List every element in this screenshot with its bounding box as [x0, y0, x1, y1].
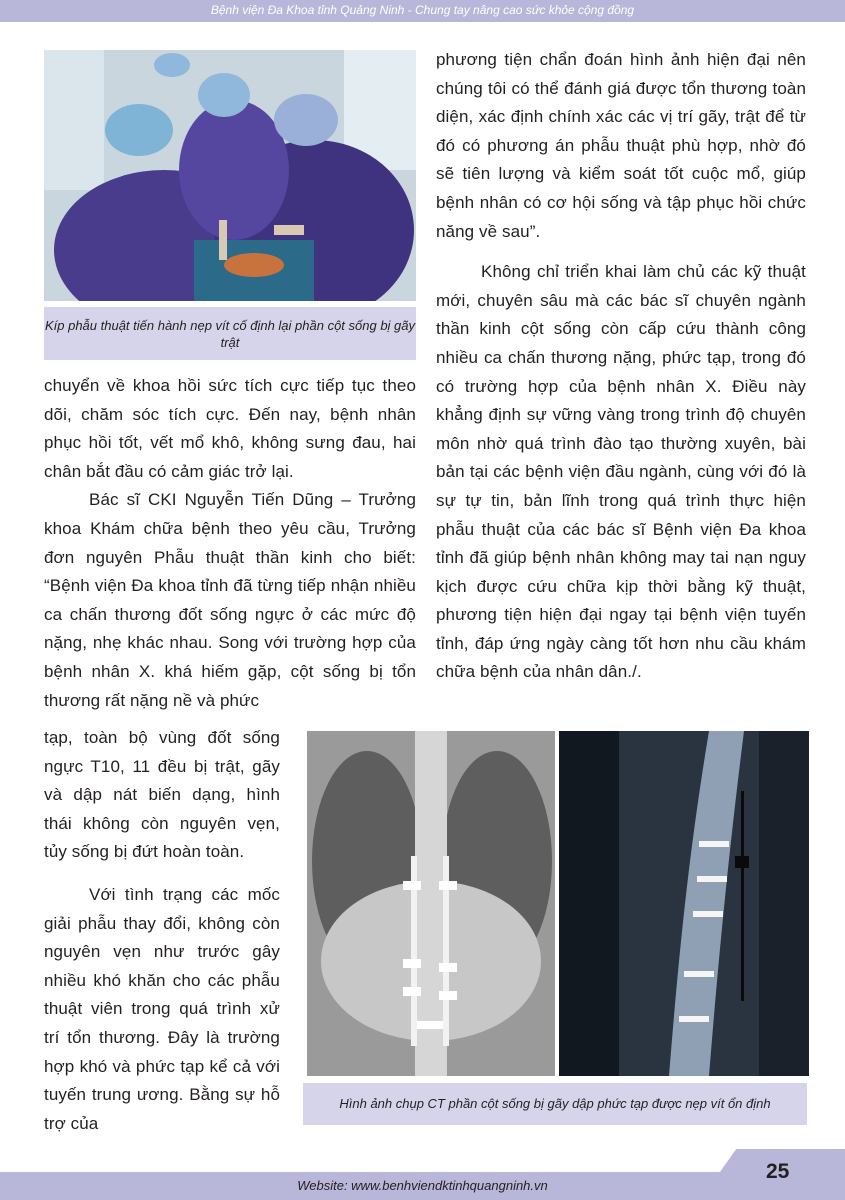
- xray-frontal-illustration: [307, 731, 555, 1076]
- left-column-bottom: [44, 724, 280, 1138]
- ct-lateral-illustration: [559, 731, 809, 1076]
- ct-lateral: [559, 731, 809, 1076]
- footer-website: Website: www.benhviendktinhquangninh.vn: [297, 1178, 548, 1193]
- paragraph: phương tiện chẩn đoán hình ảnh hiện đại nên chúng tôi có thể đánh giá được tổn thương toàn diện, xác định chính xác các vị trí gãy, trật để từ đó có phương án phẫu thuật phù hợp, nhờ đó sẽ tiên lượng và kiểm soát tốt cuộc mổ, giúp bệnh nhân có cơ hội sống và tập phục hồi chức năng về sau”.: [436, 50, 806, 241]
- ct-images: [307, 731, 809, 1076]
- page-number: 25: [766, 1160, 790, 1183]
- left-column-top: [44, 372, 416, 715]
- right-column: [436, 46, 806, 687]
- xray-frontal: [307, 731, 555, 1076]
- surgery-photo-illustration: [44, 50, 416, 301]
- paragraph: Không chỉ triển khai làm chủ các kỹ thuật mới, chuyên sâu mà các bác sĩ chuyên ngành thần kinh cột sống còn cấp cứu thành công nhiều ca chấn thương nặng, phức tạp, trong đó có trường hợp của bệnh nhân X. Điều này khẳng định sự vững vàng trong trình độ chuyên môn nhờ quá trình đào tạo thường xuyên, bài bản tại các bệnh viện đầu ngành, cùng với đó là sự tự tin, bản lĩnh trong quá trình thực hiện phẫu thuật của các bác sĩ Bệnh viện Đa khoa tỉnh đã giúp bệnh nhân không may tai nạn nguy kịch được cứu chữa kịp thời bằng kỹ thuật, phương tiện hiện đại ngay tại bệnh viện tuyến tỉnh, đáp ứng ngày càng tốt hơn nhu cầu khám chữa bệnh của nhân dân./.: [436, 262, 806, 682]
- paragraph: Bác sĩ CKI Nguyễn Tiến Dũng – Trưởng khoa Khám chữa bệnh theo yêu cầu, Trưởng đơn nguyên Phẫu thuật thần kinh cho biết: “Bệnh viện Đa khoa tỉnh đã từng tiếp nhận nhiều ca chấn thương đốt sống ngực ở các mức độ nặng, nhẹ khác nhau. Song với trường hợp của bệnh nhân X. khá hiếm gặp, cột sống bị tổn thương rất nặng nề và phức: [44, 490, 416, 710]
- paragraph: tạp, toàn bộ vùng đốt sống ngực T10, 11 đều bị trật, gãy và dập nát biến dạng, hình thái không còn nguyên vẹn, tủy sống bị đứt hoàn toàn.: [44, 728, 280, 862]
- header-title: Bệnh viện Đa Khoa tỉnh Quảng Ninh - Chung tay nâng cao sức khỏe cộng đồng: [210, 3, 635, 17]
- paragraph: Với tình trạng các mốc giải phẫu thay đổi, không còn nguyên vẹn như trước gây nhiều khó khăn cho các phẫu thuật viên trong quá trình xử trí tổn thương. Đây là trường hợp khó và phức tạp kể cả với tuyến trung ương. Bằng sự hỗ trợ của: [44, 884, 280, 1133]
- figure-1-caption: Kíp phẫu thuật tiến hành nẹp vít cố định lại phần cột sống bị gãy trật: [44, 307, 416, 360]
- figure-2-caption: Hình ảnh chụp CT phần cột sống bị gãy dập phức tạp được nẹp vít ổn định: [303, 1083, 807, 1125]
- surgery-photo: [44, 50, 416, 301]
- paragraph: chuyển về khoa hồi sức tích cực tiếp tục theo dõi, chăm sóc tích cực. Đến nay, bệnh nhân phục hồi tốt, vết mổ khô, không sưng đau, hai chân bắt đầu có cảm giác trở lại.: [44, 376, 416, 481]
